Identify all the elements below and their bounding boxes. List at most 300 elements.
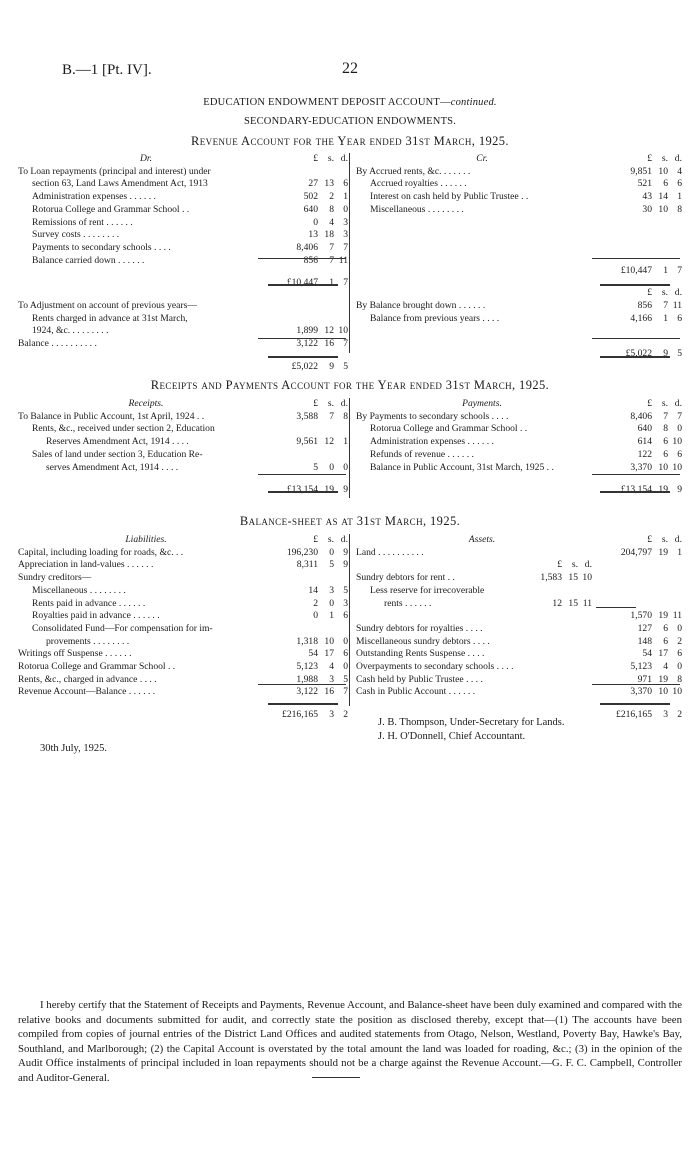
amount-shillings: 6: [663, 178, 668, 190]
section-title: [0, 97, 700, 108]
liabilities-heading: Liabilities.: [125, 534, 167, 545]
liabilities-row: [18, 648, 348, 661]
revenue-dr2-row: [18, 338, 348, 351]
liabilities-label: Consolidated Fund—For compensation for im-: [32, 622, 213, 634]
amount-pence: 3: [343, 597, 348, 609]
amount-pence: 1: [343, 191, 348, 203]
signature-lines: [378, 716, 565, 744]
amount-pence: 9: [343, 559, 348, 571]
amount-shillings: 5: [329, 559, 334, 571]
amount-shillings: 10: [658, 461, 668, 473]
cr-heading: Cr.: [476, 153, 488, 164]
double-rule: [600, 491, 670, 493]
total-pence: 7: [677, 264, 682, 276]
amount-shillings: [318, 423, 334, 436]
amount-pounds: 1,899: [296, 325, 318, 337]
amount-pounds: 856: [303, 254, 318, 266]
amount-shillings: 19: [658, 673, 668, 685]
amount-pounds: 43: [642, 191, 652, 203]
liabilities-label: Miscellaneous . . . . . . . .: [32, 584, 126, 596]
revenue-cr-total: [356, 265, 682, 278]
signature-chief-accountant: J. H. O'Donnell, Chief Accountant.: [378, 731, 526, 742]
assets-row: [356, 686, 682, 699]
amount-shillings: 19: [658, 610, 668, 622]
total-pence: 9: [343, 484, 348, 496]
double-rule: [268, 703, 338, 705]
assets-header: [356, 534, 682, 547]
amount-pence: 6: [677, 312, 682, 324]
revenue-dr-column: [18, 153, 348, 374]
amount-shillings: 7: [329, 254, 334, 266]
land-row: [356, 547, 682, 560]
total-shillings: 19: [324, 484, 334, 496]
payments-header: [356, 398, 682, 411]
land-label: Land . . . . . . . . . .: [356, 546, 424, 558]
amount-shillings: 7: [663, 299, 668, 311]
total-pounds: £5,022: [291, 360, 318, 372]
total-shillings: 3: [663, 709, 668, 721]
revenue-account-title: Revenue Account for the Year ended 31st March, 1925.: [191, 134, 509, 148]
amount-pounds: 204,797: [620, 546, 652, 558]
pence-heading: d.: [340, 153, 348, 164]
amount-shillings: 17: [324, 648, 334, 660]
amount-shillings: [318, 166, 334, 179]
pence-heading: d.: [674, 534, 682, 545]
revenue-dr2-total: [18, 361, 348, 374]
revenue-cr2-label: By Balance brought down . . . . . .: [356, 299, 486, 311]
amount-pence: 7: [677, 410, 682, 422]
amount-pounds: 12: [552, 597, 562, 609]
receipts-row: [18, 411, 348, 424]
amount-shillings: [318, 300, 334, 313]
pound-heading: £: [557, 559, 562, 571]
amount-pounds: 5,123: [296, 661, 318, 673]
assets-label: Overpayments to secondary schools . . . .: [356, 661, 514, 673]
amount-pounds: [274, 449, 318, 462]
amount-pence: 11: [672, 610, 682, 622]
total-shillings: 9: [329, 360, 334, 372]
total-shillings: 1: [329, 277, 334, 289]
end-rule: [312, 1077, 360, 1078]
amount-shillings: 4: [663, 661, 668, 673]
double-rule: [600, 356, 670, 358]
audit-certificate: I hereby certify that the Statement of Receipts and Payments, Revenue Account, and Balance-sheet have been duly examined and compared with the relative books and documents submitted for audit, and correctly state the position as disclosed thereby, except that—(1) The accounts have been compiled from copies of journal entries of the District Land Offices and audited statements from Otago, Nelson, Westland, Poverty Bay, Hawke's Bay, Southland, and Marlborough; (2) the Capital Account is overstated by the total amount the land was loaded for roading, &c.; (3) in the opinion of the Audit Office instalments of principal included in loan repayments should not be a charge against the Revenue Account.—G. F. C. Campbell, Controller and Auditor-General.: [18, 999, 682, 1084]
amount-shillings: 0: [329, 546, 334, 558]
amount-shillings: 12: [324, 436, 334, 448]
amount-pounds: 196,230: [286, 546, 318, 558]
revenue-dr-row: [18, 204, 348, 217]
amount-pence: 8: [677, 673, 682, 685]
assets-row: [356, 661, 682, 674]
amount-shillings: 2: [329, 191, 334, 203]
payments-row: [356, 449, 682, 462]
column-divider: [349, 534, 350, 706]
amount-pence: 0: [677, 622, 682, 634]
debtors-rent-label: Sundry debtors for rent . .: [356, 572, 455, 584]
shilling-heading: s.: [661, 398, 668, 409]
total-pounds: £13,154: [286, 484, 318, 496]
amount-shillings: 1: [663, 312, 668, 324]
pound-heading: £: [647, 534, 652, 545]
debtors-rent-currency-row: [356, 559, 682, 572]
column-divider: [349, 398, 350, 498]
amount-pounds: [274, 572, 318, 585]
amount-shillings: 12: [324, 325, 334, 337]
page-number: 22: [342, 60, 358, 77]
double-rule: [600, 703, 670, 705]
amount-shillings: 7: [329, 241, 334, 253]
amount-pence: 6: [677, 178, 682, 190]
amount-pounds: 3,122: [296, 686, 318, 698]
amount-shillings: 10: [324, 635, 334, 647]
total-pounds: £10,447: [620, 264, 652, 276]
amount-pounds: [274, 313, 318, 326]
amount-pence: 6: [677, 648, 682, 660]
reserve-rents-label: rents . . . . . .: [384, 597, 432, 609]
revenue-dr-row: [18, 191, 348, 204]
amount-pounds: 127: [637, 622, 652, 634]
amount-pence: 10: [672, 436, 682, 448]
revenue-cr2-header: [356, 287, 682, 300]
amount-shillings: [318, 623, 334, 636]
assets-row: [356, 648, 682, 661]
pound-heading: £: [313, 534, 318, 545]
amount-pence: [334, 572, 348, 585]
liabilities-label: Royalties paid in advance . . . . . .: [32, 610, 160, 622]
pound-heading: £: [313, 398, 318, 409]
revenue-dr2-label: Balance . . . . . . . . . .: [18, 338, 97, 350]
revenue-dr-label: section 63, Land Laws Amendment Act, 1913: [32, 178, 208, 190]
total-pence: 9: [677, 484, 682, 496]
amount-pounds: 3,370: [630, 686, 652, 698]
revenue-dr2-row: [18, 300, 348, 313]
pound-heading: £: [647, 398, 652, 409]
total-pounds: £216,165: [282, 709, 318, 721]
amount-shillings: 1: [329, 610, 334, 622]
amount-pence: 1: [677, 191, 682, 203]
amount-shillings: 4: [329, 661, 334, 673]
pence-heading: d.: [674, 153, 682, 164]
amount-pounds: 8,311: [296, 559, 318, 571]
revenue-dr2-row: [18, 325, 348, 338]
amount-pence: 11: [672, 299, 682, 311]
amount-shillings: 16: [324, 686, 334, 698]
revenue-cr-row: [356, 178, 682, 191]
amount-pounds: 0: [313, 216, 318, 228]
section-title-continued: continued.: [450, 97, 497, 108]
amount-shillings: 0: [329, 461, 334, 473]
shilling-heading: s.: [661, 153, 668, 164]
reserve-rents-row: [356, 598, 682, 611]
amount-pounds: 1,570: [630, 610, 652, 622]
amount-pence: 8: [677, 203, 682, 215]
pence-heading: d.: [674, 398, 682, 409]
amount-pounds: 8,406: [296, 241, 318, 253]
receipts-label: serves Amendment Act, 1914 . . . .: [46, 461, 179, 473]
amount-pence: [334, 449, 348, 462]
amount-pounds: 54: [642, 648, 652, 660]
liabilities-row: [18, 623, 348, 636]
amount-pounds: 2: [313, 597, 318, 609]
assets-row: [356, 636, 682, 649]
amount-pounds: [274, 423, 318, 436]
payments-label: By Payments to secondary schools . . . .: [356, 410, 509, 422]
liabilities-label: Rents paid in advance . . . . . .: [32, 597, 146, 609]
payments-column: [356, 398, 682, 497]
liabilities-label: Sundry creditors—: [18, 572, 92, 584]
liabilities-row: [18, 572, 348, 585]
revenue-dr-row: [18, 178, 348, 191]
amount-pence: [334, 423, 348, 436]
amount-pence: 7: [343, 338, 348, 350]
subtotal-rule: [596, 607, 636, 608]
rule: [258, 474, 346, 475]
assets-row: [356, 623, 682, 636]
revenue-cr2-row: [356, 300, 682, 313]
revenue-cr2-total: [356, 348, 682, 361]
amount-shillings: 17: [658, 648, 668, 660]
receipts-label: Sales of land under section 3, Education Re-: [32, 448, 203, 460]
amount-shillings: 15: [568, 597, 578, 609]
amount-pence: 5: [343, 584, 348, 596]
amount-shillings: 7: [663, 410, 668, 422]
shilling-heading: s.: [661, 534, 668, 545]
amount-shillings: 8: [663, 423, 668, 435]
revenue-dr-label: Rotorua College and Grammar School . .: [32, 203, 190, 215]
revenue-dr-row: [18, 229, 348, 242]
amount-pounds: 640: [637, 423, 652, 435]
payments-row: [356, 436, 682, 449]
amount-shillings: 8: [329, 203, 334, 215]
receipts-row: [18, 436, 348, 449]
amount-pence: 0: [343, 661, 348, 673]
liabilities-row: [18, 547, 348, 560]
assets-label: Outstanding Rents Suspense . . . .: [356, 648, 485, 660]
double-rule: [268, 284, 338, 286]
liabilities-row: [18, 559, 348, 572]
total-pence: 7: [343, 277, 348, 289]
amount-pounds: 3,588: [296, 410, 318, 422]
revenue-cr-label: Miscellaneous . . . . . . . .: [370, 203, 464, 215]
receipts-column: [18, 398, 348, 497]
amount-pence: 5: [343, 673, 348, 685]
amount-shillings: 19: [658, 546, 668, 558]
section-title-main: EDUCATION ENDOWMENT DEPOSIT ACCOUNT—: [203, 97, 451, 108]
liabilities-row: [18, 686, 348, 699]
revenue-dr2-label: To Adjustment on account of previous years—: [18, 300, 197, 312]
debtors-rent-row: [356, 572, 682, 585]
amount-pounds: [274, 300, 318, 313]
amount-shillings: 3: [329, 673, 334, 685]
receipts-label: Rents, &c., received under section 2, Education: [32, 423, 215, 435]
revenue-dr-header: [18, 153, 348, 166]
liabilities-label: Rents, &c., charged in advance . . . .: [18, 673, 157, 685]
revenue-dr2-label: Rents charged in advance at 31st March,: [32, 312, 188, 324]
amount-shillings: 6: [663, 448, 668, 460]
amount-pounds: 4,166: [630, 312, 652, 324]
amount-pence: 0: [343, 461, 348, 473]
liabilities-label: Writings off Suspense . . . . . .: [18, 648, 132, 660]
revenue-dr-label: Administration expenses . . . . . .: [32, 191, 156, 203]
rule: [258, 684, 346, 685]
pence-heading: d.: [584, 559, 592, 571]
total-shillings: 19: [658, 484, 668, 496]
amount-pounds: 0: [313, 610, 318, 622]
amount-pence: [334, 166, 348, 179]
receipts-heading: Receipts.: [128, 398, 164, 409]
amount-pence: [334, 313, 348, 326]
amount-pence: 6: [343, 648, 348, 660]
rule: [592, 338, 680, 339]
payments-heading: Payments.: [462, 398, 502, 409]
revenue-dr-row: [18, 255, 348, 268]
liabilities-row: [18, 598, 348, 611]
amount-pence: [334, 623, 348, 636]
liabilities-label: Capital, including loading for roads, &c. . .: [18, 546, 184, 558]
amount-pence: 10: [582, 572, 592, 584]
amount-pence: 6: [343, 178, 348, 190]
total-pence: 2: [343, 709, 348, 721]
amount-pence: 4: [677, 165, 682, 177]
amount-pounds: 856: [637, 299, 652, 311]
amount-shillings: 18: [324, 229, 334, 241]
amount-pence: 0: [677, 423, 682, 435]
revenue-cr-row: [356, 191, 682, 204]
amount-shillings: 3: [329, 584, 334, 596]
amount-pounds: 8,406: [630, 410, 652, 422]
amount-pence: 0: [343, 635, 348, 647]
revenue-cr-header: [356, 153, 682, 166]
liabilities-label: Rotorua College and Grammar School . .: [18, 661, 176, 673]
total-pence: 2: [677, 709, 682, 721]
amount-pounds: 640: [303, 203, 318, 215]
rule: [258, 258, 346, 259]
amount-pence: 6: [677, 448, 682, 460]
amount-pounds: 14: [308, 584, 318, 596]
total-shillings: 9: [663, 348, 668, 360]
section-subtitle: SECONDARY-EDUCATION ENDOWMENTS.: [243, 116, 457, 127]
total-pounds: £216,165: [616, 709, 652, 721]
amount-pence: 10: [338, 325, 348, 337]
amount-pounds: 1,318: [296, 635, 318, 647]
amount-pounds: [274, 166, 318, 179]
amount-pence: 1: [677, 546, 682, 558]
payments-label: Balance in Public Account, 31st March, 1925 . .: [370, 461, 554, 473]
amount-shillings: 6: [663, 622, 668, 634]
liabilities-row: [18, 636, 348, 649]
amount-shillings: 4: [329, 216, 334, 228]
assets-column: [356, 534, 682, 722]
dr-heading: Dr.: [140, 153, 152, 164]
amount-shillings: 7: [329, 410, 334, 422]
amount-pence: 6: [343, 610, 348, 622]
rule: [592, 258, 680, 259]
liabilities-row: [18, 661, 348, 674]
revenue-cr-row: [356, 166, 682, 179]
total-pence: 5: [677, 348, 682, 360]
amount-shillings: [318, 572, 334, 585]
amount-pence: 0: [343, 203, 348, 215]
amount-pence: 3: [343, 216, 348, 228]
total-pounds: £13,154: [620, 484, 652, 496]
amount-pence: 11: [582, 597, 592, 609]
revenue-dr-row: [18, 217, 348, 230]
double-rule: [600, 284, 670, 286]
less-reserve-label: Less reserve for irrecoverable: [370, 584, 485, 596]
liabilities-label: Revenue Account—Balance . . . . . .: [18, 686, 156, 698]
revenue-cr-row: [356, 204, 682, 217]
revenue-cr-label: Accrued royalties . . . . . .: [370, 178, 467, 190]
receipts-label: To Balance in Public Account, 1st April, 1924 . .: [18, 410, 205, 422]
payments-row: [356, 411, 682, 424]
less-reserve-row: [356, 585, 682, 598]
revenue-dr-label: Balance carried down . . . . . .: [32, 254, 145, 266]
rule: [258, 338, 346, 339]
amount-pence: 7: [343, 241, 348, 253]
amount-pence: 10: [672, 686, 682, 698]
assets-label: Cash in Public Account . . . . . .: [356, 686, 476, 698]
payments-row: [356, 462, 682, 475]
receipts-header: [18, 398, 348, 411]
total-pounds: £10,447: [286, 277, 318, 289]
payments-row: [356, 423, 682, 436]
receipts-label: Reserves Amendment Act, 1914 . . . .: [46, 436, 189, 448]
amount-pence: 3: [343, 229, 348, 241]
double-rule: [268, 491, 338, 493]
pound-heading: £: [647, 287, 652, 299]
shilling-heading: s.: [661, 287, 668, 299]
revenue-cr-label: Interest on cash held by Public Trustee . .: [370, 191, 529, 203]
revenue-dr-label: To Loan repayments (principal and interest) under: [18, 165, 211, 177]
amount-shillings: [318, 449, 334, 462]
balance-sheet-title: Balance-sheet as at 31st March, 1925.: [239, 514, 461, 528]
amount-pence: 0: [677, 661, 682, 673]
receipts-row: [18, 462, 348, 475]
revenue-dr-label: Remissions of rent . . . . . .: [32, 216, 133, 228]
pound-heading: £: [647, 153, 652, 164]
amount-pounds: 502: [303, 191, 318, 203]
amount-pence: 8: [343, 410, 348, 422]
amount-pence: 9: [343, 546, 348, 558]
amount-pounds: 1,988: [296, 673, 318, 685]
double-rule: [268, 356, 338, 358]
signature-under-secretary: J. B. Thompson, Under-Secretary for Lands.: [378, 717, 565, 728]
rule: [592, 684, 680, 685]
assets-label: Miscellaneous sundry debtors . . . .: [356, 635, 490, 647]
amount-pounds: 30: [642, 203, 652, 215]
amount-pence: 1: [343, 436, 348, 448]
pence-heading: d.: [674, 287, 682, 299]
amount-pounds: 27: [308, 178, 318, 190]
total-pence: 5: [343, 360, 348, 372]
amount-pounds: 1,583: [540, 572, 562, 584]
amount-pounds: [274, 623, 318, 636]
amount-pounds: 13: [308, 229, 318, 241]
amount-pence: 10: [672, 461, 682, 473]
revenue-dr2-label: 1924, &c. . . . . . . . .: [32, 325, 109, 337]
amount-shillings: [318, 313, 334, 326]
amount-shillings: 10: [658, 203, 668, 215]
amount-pence: 2: [677, 635, 682, 647]
amount-pence: 7: [343, 686, 348, 698]
liabilities-label: Appreciation in land-values . . . . . .: [18, 559, 154, 571]
revenue-cr2-row: [356, 313, 682, 326]
liabilities-label: provements . . . . . . . .: [46, 635, 130, 647]
revenue-cr2-label: Balance from previous years . . . .: [370, 312, 500, 324]
amount-pounds: 3,370: [630, 461, 652, 473]
amount-shillings: 10: [658, 165, 668, 177]
amount-shillings: 15: [568, 572, 578, 584]
